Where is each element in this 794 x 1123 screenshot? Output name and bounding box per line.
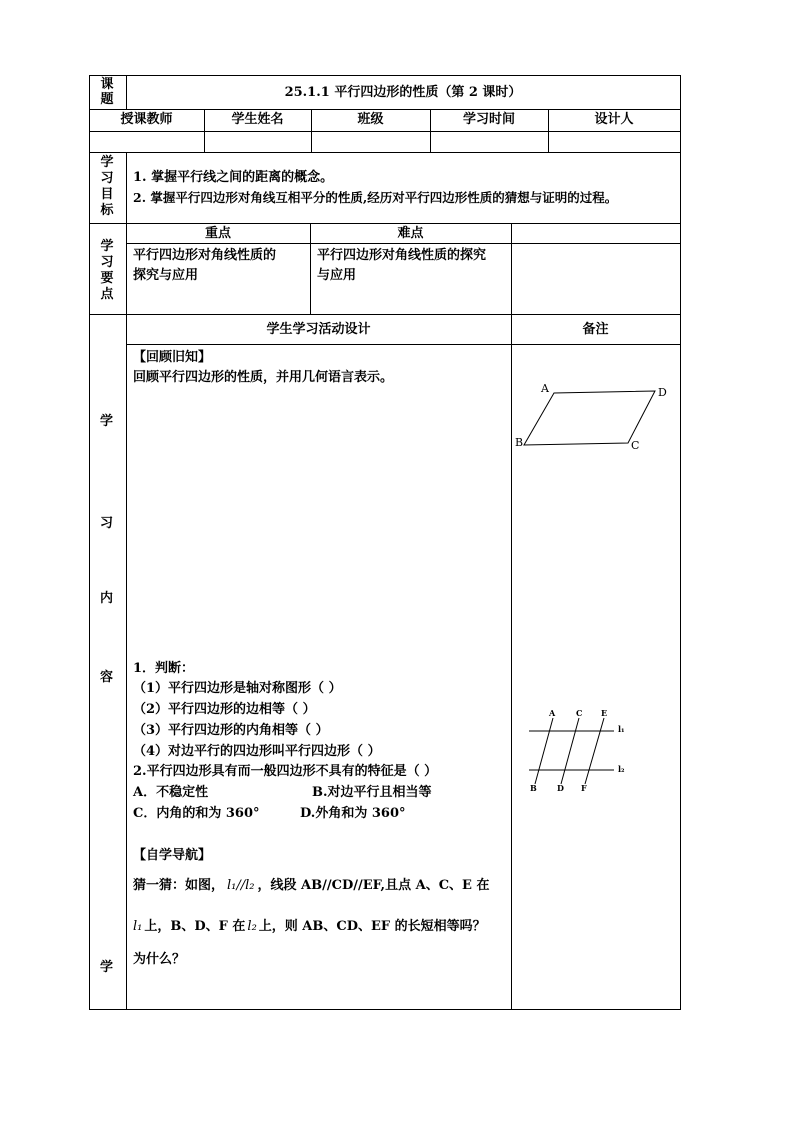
label-char: 学 [100,239,114,254]
self-study-heading: 【自学导航】 [133,848,212,863]
label-char: 习 [100,171,114,186]
segment-ef [585,718,604,784]
review-heading: 【回顾旧知】 [133,350,212,365]
content-label-char: 内 [100,591,114,606]
label-char: 要 [100,271,114,286]
label-char: 习 [100,255,114,270]
label-char: 题 [100,92,114,107]
vertex-label-c: C [631,439,640,452]
judge-item-2: （2）平行四边形的边相等（ ） [133,702,316,717]
point-label-a: A [549,708,556,718]
judge-item-1: （1）平行四边形是轴对称图形（ ） [133,681,342,696]
label-char: 标 [100,203,114,218]
label-char: 学 [100,155,114,170]
header-student-name: 学生姓名 [231,112,284,127]
guess-text: 猜一猜：如图， [133,878,225,893]
point-label-c: C [576,708,583,718]
guess-text: 上，B、D、F 在 [144,919,246,934]
question-2-option-c: C．内角的和为 360° [133,806,260,821]
parallel-expression: l₁//l₂ [227,878,255,893]
line-label-l2: l₂ [618,764,625,774]
objective-1: 1. 掌握平行线之间的距离的概念。 [133,170,334,185]
content-label-char: 学 [100,414,114,429]
header-study-time: 学习时间 [462,112,515,127]
label-char: 点 [100,287,114,302]
key-header: 重点 [204,226,231,241]
question-2: 2.平行四边形具有而一般四边形不具有的特征是（ ） [133,764,438,779]
content-label-char: 习 [100,516,114,531]
point-label-f: F [581,783,587,793]
vertex-label-b: B [515,436,524,449]
vertex-label-d: D [658,386,667,399]
guess-line-3: 为什么？ [133,952,186,967]
question-2-option-b: B.对边平行且相当等 [312,785,432,800]
segment-cd [561,718,579,784]
header-teacher: 授课教师 [120,112,173,127]
activity-header: 学生学习活动设计 [266,322,371,337]
content-label-char: 学 [100,960,114,975]
lesson-title: 25.1.1 平行四边形的性质（第 2 课时） [284,85,522,100]
line-l2: l₂ [247,919,257,934]
review-text: 回顾平行四边形的性质，并用几何语言表示。 [133,370,394,385]
judge-item-3: （3）平行四边形的内角相等（ ） [133,723,329,738]
judge-title: 1．判断： [133,661,195,676]
objective-2: 2. 掌握平行四边形对角线互相平分的性质,经历对平行四边形性质的猜想与证明的过程。 [133,190,618,205]
label-char: 目 [100,187,114,202]
difficult-text-line2: 与应用 [317,268,357,283]
point-label-e: E [601,708,608,718]
question-2-option-a: A．不稳定性 [133,785,209,800]
difficult-header: 难点 [397,226,424,241]
segment-ab [535,718,553,784]
line-label-l1: l₁ [618,724,625,734]
guess-text: ，线段 AB//CD//EF,且点 A、C、E 在 [257,878,490,893]
key-text-line1: 平行四边形对角线性质的 [133,248,277,263]
header-class: 班级 [357,112,384,127]
difficult-text-line1: 平行四边形对角线性质的探究 [317,248,487,263]
key-text-line2: 探究与应用 [133,268,199,283]
notes-header: 备注 [582,322,609,337]
line-l1: l₁ [133,919,143,934]
header-designer: 设计人 [594,112,634,127]
vertex-label-a: A [541,382,549,395]
point-label-d: D [557,783,564,793]
point-label-b: B [530,783,537,793]
content-label-char: 容 [100,670,114,685]
judge-item-4: （4）对边平行的四边形叫平行四边形（ ） [133,744,381,759]
question-2-option-d: D.外角和为 360° [300,806,406,821]
guess-text: 上，则 AB、CD、EF 的长短相等吗？ [258,919,486,934]
label-char: 课 [100,77,114,92]
